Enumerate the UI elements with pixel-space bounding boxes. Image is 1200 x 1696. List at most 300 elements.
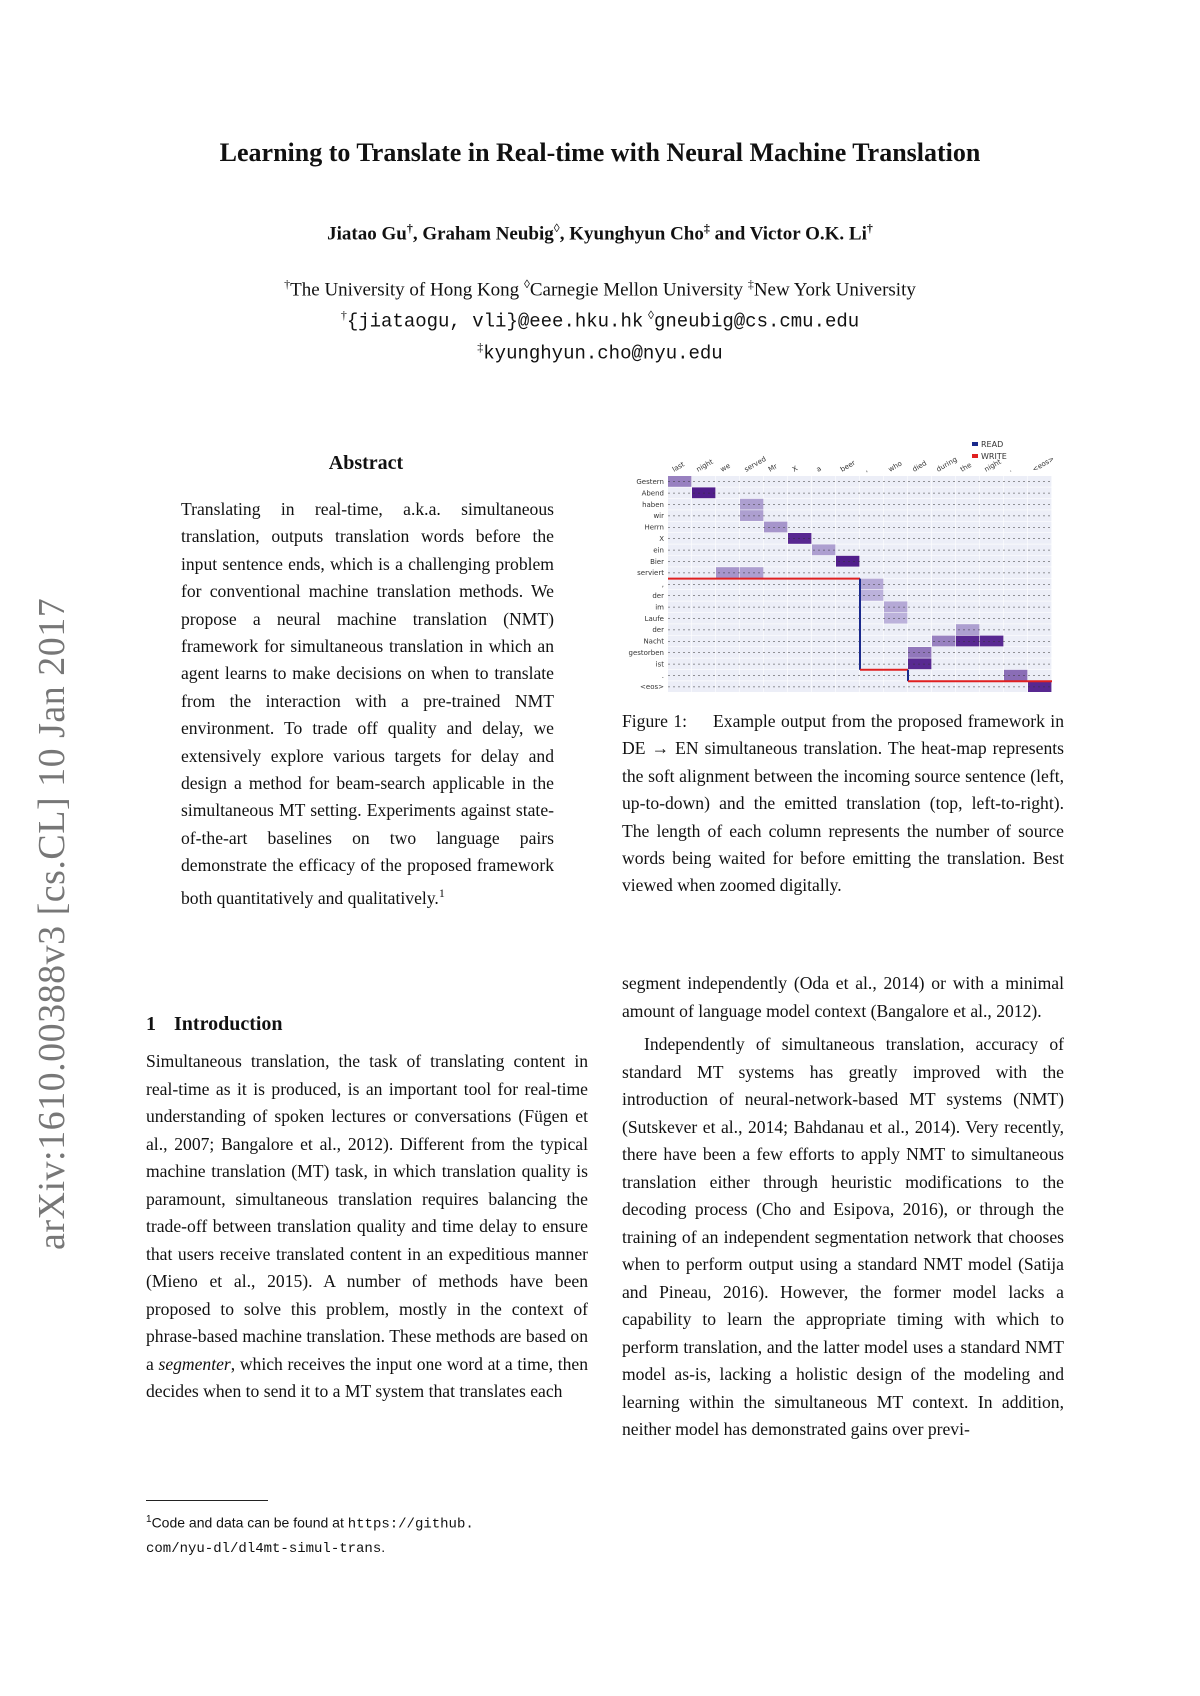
heatmap-cell [980, 556, 1003, 567]
heatmap-cell [836, 499, 859, 510]
emphasis: segmenter [158, 1353, 231, 1374]
heatmap-cell [668, 636, 691, 647]
source-token-label: ist [655, 660, 664, 669]
heatmap-cell [836, 579, 859, 590]
heatmap-cell [692, 476, 715, 487]
heatmap-cell [836, 658, 859, 669]
author-list: Jiatao Gu†, Graham Neubig◊, Kyunghyun Cho‡ and Victor O.K. Li† [327, 221, 873, 245]
heatmap-cell [860, 624, 883, 635]
heatmap-cell [692, 636, 715, 647]
heatmap-cell [1028, 624, 1051, 635]
heatmap-cell [908, 613, 931, 624]
heatmap-cell [884, 499, 907, 510]
heatmap-cell [932, 510, 955, 521]
heatmap-cell [668, 522, 691, 533]
heatmap-cell [956, 522, 979, 533]
heatmap-cell [668, 647, 691, 658]
heatmap-cell [668, 658, 691, 669]
heatmap-cell [764, 647, 787, 658]
author-mark: † [406, 221, 413, 235]
affiliation-mark: ‡ [747, 277, 754, 291]
heatmap-cell [1004, 533, 1027, 544]
alignment-weight [956, 624, 979, 635]
heatmap-cell [692, 567, 715, 578]
heatmap-cell [932, 579, 955, 590]
alignment-weight [1028, 681, 1051, 692]
heatmap-cell [764, 590, 787, 601]
heatmap-cell [884, 590, 907, 601]
heatmap-cell [788, 636, 811, 647]
heatmap-cell [1028, 647, 1051, 658]
heatmap-cell [740, 647, 763, 658]
heatmap-cell [764, 658, 787, 669]
heatmap-cell [812, 601, 835, 612]
heatmap-cell [956, 544, 979, 555]
footnote-text: Code and data can be found at [151, 1514, 348, 1531]
heatmap-cell [692, 647, 715, 658]
heatmap-cell [980, 579, 1003, 590]
alignment-weight [788, 533, 811, 544]
heatmap-cell [980, 499, 1003, 510]
heatmap-cell [716, 533, 739, 544]
heatmap-cell [836, 636, 859, 647]
heatmap-cell [860, 658, 883, 669]
heatmap-cell [788, 613, 811, 624]
heatmap-cell [716, 636, 739, 647]
heatmap-cell [668, 544, 691, 555]
heatmap-cell [980, 601, 1003, 612]
heatmap-cell [1004, 544, 1027, 555]
heatmap-cell [1004, 658, 1027, 669]
heatmap-cell [740, 681, 763, 692]
heatmap-cell [740, 487, 763, 498]
heatmap-cell [956, 533, 979, 544]
heatmap-cell [932, 590, 955, 601]
heatmap-cell [956, 590, 979, 601]
legend-write-label: WRITE [981, 452, 1007, 461]
heatmap-cell [908, 579, 931, 590]
heatmap-cell [1004, 556, 1027, 567]
heatmap-cell [788, 601, 811, 612]
paper-title: Learning to Translate in Real-time with Neural Machine Translation [219, 138, 981, 167]
heatmap-cell [932, 522, 955, 533]
abstract-text [181, 496, 554, 912]
heatmap-cell [716, 658, 739, 669]
affiliation-mark: † [284, 277, 291, 291]
arxiv-stamp: arXiv:1610.00388v3 [cs.CL] 10 Jan 2017 [31, 597, 73, 1250]
heatmap-cell [932, 556, 955, 567]
heatmap-cell [716, 510, 739, 521]
heatmap-cell [908, 670, 931, 681]
source-token-label: X [659, 535, 664, 543]
heatmap-cell [980, 487, 1003, 498]
heatmap-cell [932, 613, 955, 624]
heatmap-cell [980, 522, 1003, 533]
heatmap-cell [692, 522, 715, 533]
heatmap-cell [716, 624, 739, 635]
heatmap-cell [692, 533, 715, 544]
author-mark: ◊ [553, 221, 560, 235]
heatmap-cell [956, 681, 979, 692]
source-token-label: serviert [637, 569, 664, 578]
heatmap-cell [764, 670, 787, 681]
heatmap-cell [908, 533, 931, 544]
author-name: Graham Neubig [422, 223, 554, 245]
heatmap-cell [932, 487, 955, 498]
heatmap-cell [1028, 499, 1051, 510]
alignment-weight [692, 487, 715, 498]
heatmap-cell [1028, 579, 1051, 590]
target-token-label: night [983, 457, 1003, 474]
heatmap-cell [932, 624, 955, 635]
heatmap-cell [788, 681, 811, 692]
heatmap-cell [692, 544, 715, 555]
heatmap-cell [980, 681, 1003, 692]
email: kyunghyun.cho@nyu.edu [483, 342, 723, 365]
heatmap-cell [1004, 499, 1027, 510]
heatmap-cell [836, 613, 859, 624]
target-token-label: died [911, 459, 929, 474]
alignment-weight [908, 658, 931, 669]
heatmap-cell [788, 556, 811, 567]
source-token-label: Herrn [644, 523, 664, 532]
figure-caption [622, 708, 1064, 900]
intro-right-column [622, 970, 1064, 1444]
heatmap-cell [1004, 476, 1027, 487]
heatmap-cell [1004, 636, 1027, 647]
heatmap-cell [1004, 647, 1027, 658]
heatmap-cell [764, 499, 787, 510]
heatmap-cell [716, 476, 739, 487]
heatmap-cell [716, 590, 739, 601]
heatmap-cell [716, 579, 739, 590]
footnote-link[interactable]: com/nyu-dl/dl4mt-simul-trans [146, 1540, 382, 1557]
target-token-label: served [743, 454, 768, 474]
target-token-label: . [1007, 465, 1013, 474]
heatmap-cell [884, 522, 907, 533]
heatmap-cell [668, 670, 691, 681]
heatmap-cell [812, 613, 835, 624]
heatmap-cell [956, 476, 979, 487]
footnote [146, 1509, 588, 1560]
heatmap-cell [740, 544, 763, 555]
source-token-label: Nacht [643, 637, 664, 646]
heatmap-cell [788, 624, 811, 635]
heatmap-cell [668, 590, 691, 601]
heatmap-cell [764, 533, 787, 544]
heatmap-cell [668, 533, 691, 544]
heatmap-cell [812, 647, 835, 658]
heatmap-cell [1004, 487, 1027, 498]
heatmap-cell [932, 658, 955, 669]
heatmap-cell [836, 624, 859, 635]
heatmap-cell [932, 533, 955, 544]
alignment-weight [716, 567, 739, 578]
heatmap-cell [932, 670, 955, 681]
section-heading [146, 1013, 283, 1036]
section-title: Introduction [174, 1013, 283, 1035]
heatmap-cell [812, 487, 835, 498]
target-token-label: <eos> [1031, 454, 1056, 474]
heatmap-cell [860, 613, 883, 624]
heatmap-cell [860, 681, 883, 692]
heatmap-cell [932, 681, 955, 692]
heatmap-cell [788, 579, 811, 590]
alignment-weight [956, 636, 979, 647]
text-run: , which receives the input one word at a time, then decides when to send it to a MT system that translates each [146, 1353, 588, 1401]
source-token-label: Abend [641, 489, 664, 498]
heatmap-cell [788, 658, 811, 669]
heatmap-cell [1028, 533, 1051, 544]
target-token-label: night [695, 457, 715, 474]
heatmap-cell [668, 624, 691, 635]
heatmap-cell [668, 556, 691, 567]
target-token-label: , [863, 465, 869, 474]
heatmap-cell [740, 601, 763, 612]
heatmap-cell [716, 613, 739, 624]
heatmap-cell [884, 544, 907, 555]
heatmap-cell [884, 624, 907, 635]
paragraph: segment independently (Oda et al., 2014) or with a minimal amount of language model context (Bangalore et al., 2012). [622, 973, 1064, 1021]
heatmap-cell [860, 499, 883, 510]
heatmap-cell [860, 567, 883, 578]
heatmap-cell [1028, 544, 1051, 555]
heatmap-cell [716, 681, 739, 692]
author-name: Jiatao Gu [327, 223, 407, 245]
heatmap-cell [836, 533, 859, 544]
heatmap-cell [764, 681, 787, 692]
heatmap-cell [716, 670, 739, 681]
heatmap-cell [980, 510, 1003, 521]
heatmap-cell [836, 476, 859, 487]
heatmap-cell [716, 522, 739, 533]
heatmap-cell [956, 601, 979, 612]
heatmap-cell [1004, 590, 1027, 601]
heatmap-cell [908, 636, 931, 647]
heatmap-cell [932, 601, 955, 612]
heatmap-cell [788, 647, 811, 658]
heatmap-cell [1004, 613, 1027, 624]
heatmap-cell [692, 613, 715, 624]
heatmap-cell [740, 624, 763, 635]
heatmap-cell [716, 487, 739, 498]
heatmap-cell [932, 567, 955, 578]
heatmap-cell [980, 590, 1003, 601]
source-token-label: wir [653, 512, 664, 521]
affiliation: New York University [753, 279, 916, 301]
heatmap-cell [1028, 601, 1051, 612]
heatmap-cell [980, 533, 1003, 544]
heatmap-cell [812, 510, 835, 521]
heatmap-cell [740, 590, 763, 601]
heatmap-cell [908, 601, 931, 612]
heatmap-cell [812, 590, 835, 601]
email-line [0, 340, 1200, 364]
heatmap-cell [908, 510, 931, 521]
heatmap-cell [836, 522, 859, 533]
heatmap-cell [956, 567, 979, 578]
heatmap-cell [788, 476, 811, 487]
author-name: Victor O.K. Li [749, 223, 867, 245]
section-number: 1 [146, 1013, 156, 1035]
paragraph: Independently of simultaneous translation, accuracy of standard MT systems has greatly improved with the introduction of neural-network-based MT systems (NMT) (Sutskever et al., 2014; Bahdanau et al., 2014). Very recently, there have been a few efforts to apply NMT to simultaneous translation either through heuristic modifications to the decoding process (Cho and Esipova, 2016), or through the training of an independent segmentation network that chooses when to perform output using a standard NMT model (Satija and Pineau, 2016). However, the former model lacks a capability to learn the appropriate timing with which to perform translation, and the latter model uses a standard NMT model as-is, lacking a holistic design of the modeling and learning within the simultaneous MT context. In addition, neither model has demonstrated gains over previ- [622, 1034, 1064, 1439]
target-token-label: who [887, 459, 904, 474]
heatmap-cell [908, 624, 931, 635]
heatmap-cell [812, 670, 835, 681]
source-token-label: Laufe [644, 614, 664, 623]
author-mark: † [866, 221, 873, 235]
heatmap-cell [716, 499, 739, 510]
heatmap-cell [668, 601, 691, 612]
target-token-label: we [719, 461, 732, 474]
heatmap-cell [812, 624, 835, 635]
source-token-label: Gestern [636, 478, 664, 486]
heatmap-cell [1028, 613, 1051, 624]
heatmap-cell [1004, 522, 1027, 533]
heatmap-cell [740, 613, 763, 624]
heatmap-cell [812, 636, 835, 647]
text-run: Simultaneous translation, the task of translating content in real-time as it is produced, is an important tool for real-time understanding of spoken lectures or conversations (Fügen et al., 2007; Bangalore et al., 2012). Different from the typical machine translation (MT) task, in which translation quality is paramount, simultaneous translation requires balancing the trade-off between translation quality and time delay to ensure that users receive translated content in an expeditious manner (Mieno et al., 2015). A number of methods have been proposed to solve this problem, mostly in the context of phrase-based machine translation. These methods are based on a [146, 1051, 588, 1374]
heatmap-cell [692, 658, 715, 669]
heatmap-cell [908, 476, 931, 487]
caption-text: Example output from the proposed framework in DE → EN simultaneous translation. The heat-map represents the soft alignment between the incoming source sentence (left, up-to-down) and the emitted translation (top, left-to-right). The length of each column represents the number of source words being waited for before emitting the translation. Best viewed when zoomed digitally. [622, 711, 1064, 896]
heatmap-cell [764, 487, 787, 498]
heatmap-cell [740, 670, 763, 681]
heatmap-cell [956, 613, 979, 624]
alignment-weight [860, 579, 883, 590]
heatmap-cell [764, 567, 787, 578]
affiliation-mark: ◊ [648, 308, 654, 322]
heatmap-cell [956, 647, 979, 658]
heatmap-cell [740, 579, 763, 590]
heatmap-cell [692, 601, 715, 612]
heatmap-cell [980, 670, 1003, 681]
heatmap-cell [1028, 522, 1051, 533]
heatmap-cell [980, 647, 1003, 658]
abstract-body: Translating in real-time, a.k.a. simultaneous translation, outputs translation words before the input sentence ends, which is a challenging problem for conventional machine translation methods. We propose a neural machine translation (NMT) framework for simultaneous translation in which an agent learns to make decisions on when to translate from the interaction with a pre-trained NMT environment. To trade off quality and delay, we extensively explore various targets for delay and design a method for beam-search applicable in the simultaneous MT setting. Experiments against state-of-the-art baselines on two language pairs demonstrate the efficacy of the proposed framework both quantitatively and qualitatively. [181, 499, 554, 908]
heatmap-cell [956, 658, 979, 669]
heatmap-cell [1004, 579, 1027, 590]
heatmap-cell [1028, 670, 1051, 681]
heatmap-cell [932, 544, 955, 555]
heatmap-cell [1028, 476, 1051, 487]
heatmap-cell [692, 670, 715, 681]
source-token-label: ein [653, 546, 664, 555]
email: {jiataogu, vli}@eee.hku.hk [346, 310, 644, 333]
heatmap-cell [860, 647, 883, 658]
heatmap-cell [812, 499, 835, 510]
heatmap-cell [980, 567, 1003, 578]
target-token-label: beer [839, 458, 857, 474]
heatmap-cell [788, 510, 811, 521]
heatmap-cell [1028, 658, 1051, 669]
paragraph [146, 1048, 588, 1406]
heatmap-cell [884, 681, 907, 692]
alignment-weight [860, 590, 883, 601]
target-token-label: last [671, 460, 686, 474]
heatmap-cell [788, 499, 811, 510]
target-token-label: X [791, 464, 800, 474]
heatmap-cell [740, 636, 763, 647]
heatmap-cell [860, 510, 883, 521]
heatmap-cell [716, 544, 739, 555]
heatmap-cell [812, 658, 835, 669]
heatmap-cell [788, 544, 811, 555]
alignment-weight [740, 510, 763, 521]
heatmap-cell [884, 556, 907, 567]
affiliation: Carnegie Mellon University [529, 279, 744, 301]
heatmap-cell [980, 624, 1003, 635]
alignment-weight [932, 636, 955, 647]
target-token-label: during [935, 455, 959, 474]
heatmap-cell [740, 476, 763, 487]
alignment-weight [668, 476, 691, 487]
heatmap-cell [812, 567, 835, 578]
heatmap-cell [836, 590, 859, 601]
heatmap-cell [740, 522, 763, 533]
heatmap-cell [908, 590, 931, 601]
heatmap-cell [956, 670, 979, 681]
source-token-label: der [652, 626, 664, 635]
heatmap-cell [1028, 510, 1051, 521]
footnote-link[interactable]: https://github. [347, 1516, 474, 1533]
alignment-weight [884, 613, 907, 624]
heatmap-cell [668, 567, 691, 578]
intro-left-column [146, 1048, 588, 1406]
heatmap-cell [932, 499, 955, 510]
footnote-number: 1 [146, 1514, 152, 1525]
heatmap-cell [860, 636, 883, 647]
heatmap-cell [884, 510, 907, 521]
heatmap-cell [764, 556, 787, 567]
heatmap-cell [692, 590, 715, 601]
heatmap-cell [740, 533, 763, 544]
heatmap-cell [668, 499, 691, 510]
heatmap-cell [956, 579, 979, 590]
figure-label: Figure 1: [622, 711, 688, 731]
heatmap-cell [812, 522, 835, 533]
heatmap-cell [860, 476, 883, 487]
heatmap-cell [764, 601, 787, 612]
alignment-heatmap [622, 438, 1062, 700]
alignment-weight [836, 556, 859, 567]
alignment-weight [1004, 670, 1027, 681]
heatmap-cell [764, 636, 787, 647]
heatmap-cell [1028, 636, 1051, 647]
author-conjunction: and [714, 223, 746, 245]
heatmap-cell [884, 533, 907, 544]
heatmap-cell [908, 499, 931, 510]
legend-write-swatch [972, 454, 978, 458]
heatmap-cell [812, 556, 835, 567]
alignment-weight [764, 522, 787, 533]
heatmap-cell [764, 476, 787, 487]
heatmap-cell [908, 681, 931, 692]
heatmap-cell [980, 544, 1003, 555]
heatmap-cell [788, 590, 811, 601]
heatmap-cell [812, 476, 835, 487]
heatmap-cell [884, 647, 907, 658]
heatmap-cell [956, 556, 979, 567]
affiliation-mark: ‡ [477, 340, 484, 354]
heatmap-cell [764, 579, 787, 590]
source-token-label: der [652, 592, 664, 600]
alignment-weight [740, 499, 763, 510]
legend-read-swatch [972, 442, 978, 446]
alignment-weight [908, 647, 931, 658]
heatmap-cell [692, 510, 715, 521]
heatmap-cell [836, 601, 859, 612]
